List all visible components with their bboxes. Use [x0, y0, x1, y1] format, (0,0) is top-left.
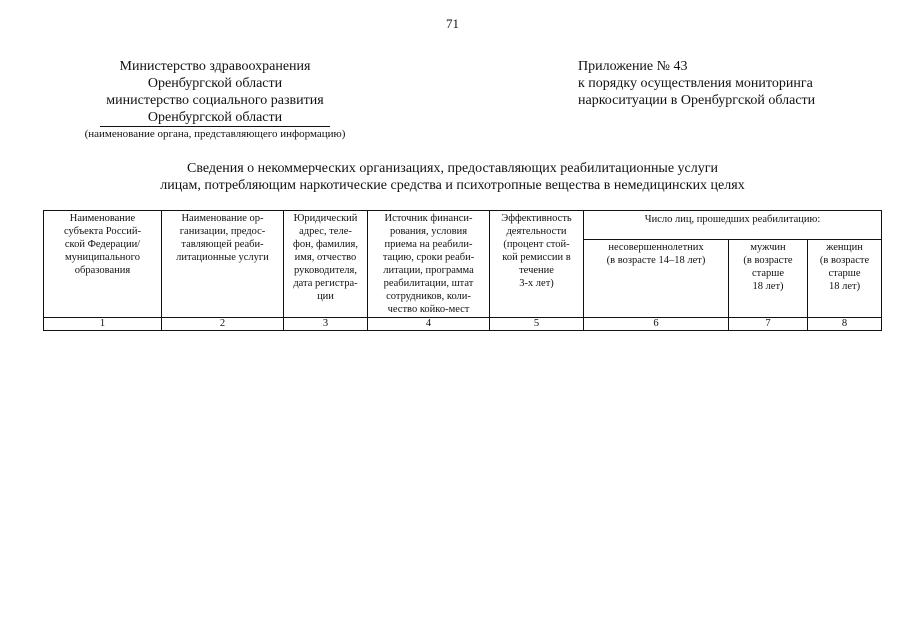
sender-caption: (наименование органа, представляющего информацию) — [84, 128, 346, 140]
column-number: 5 — [490, 318, 584, 331]
sender-line: министерство социального развития — [106, 93, 324, 108]
column-number: 7 — [729, 318, 808, 331]
sender-line: Министерство здравоохранения — [119, 59, 311, 74]
document-title — [0, 160, 905, 194]
appendix-block — [578, 58, 878, 109]
header-address: Юридический адрес, теле- фон, фамилия, имя, отчество руководителя, дата регистра- ции — [284, 211, 368, 318]
header-financing: Источник финанси- рования, условия приема на реабили- тацию, сроки реаби- литации, программа реабилитации, штат сотрудников, коли- чество койко-мест — [368, 211, 490, 318]
header-effectiveness: Эффективность деятельности (процент стой- кой ремиссии в течение 3-х лет) — [490, 211, 584, 318]
sender-line: Оренбургской области — [147, 76, 283, 91]
subheader-men: мужчин (в возрасте старше 18 лет) — [729, 239, 808, 317]
column-number-row — [44, 318, 882, 331]
header-row — [44, 211, 882, 240]
title-line: Сведения о некоммерческих организациях, предоставляющих реабилитационные услуги — [186, 161, 718, 176]
appendix-line: наркоситуации в Оренбургской области — [578, 93, 816, 108]
header-organization: Наименование ор- ганизации, предос- тавляющей реаби- литационные услуги — [162, 211, 284, 318]
column-number: 4 — [368, 318, 490, 331]
appendix-line: Приложение № 43 — [578, 59, 688, 74]
column-number: 8 — [808, 318, 882, 331]
subheader-minors: несовершеннолетних (в возрасте 14–18 лет) — [584, 239, 729, 317]
column-number: 1 — [44, 318, 162, 331]
report-table — [43, 210, 882, 331]
subheader-women: женщин (в возрасте старше 18 лет) — [808, 239, 882, 317]
column-number: 3 — [284, 318, 368, 331]
sender-line: Оренбургской области — [100, 109, 330, 127]
header-region: Наименование субъекта Россий- ской Федерации/ муниципального образования — [44, 211, 162, 318]
appendix-line: к порядку осуществления мониторинга — [578, 76, 813, 91]
page-number: 71 — [446, 16, 459, 31]
title-line: лицам, потребляющим наркотические средства и психотропные вещества в немедицинских целях — [160, 178, 745, 193]
column-number: 6 — [584, 318, 729, 331]
column-number: 2 — [162, 318, 284, 331]
header-rehab-count: Число лиц, прошедших реабилитацию: — [584, 211, 882, 240]
sender-block — [60, 58, 370, 141]
